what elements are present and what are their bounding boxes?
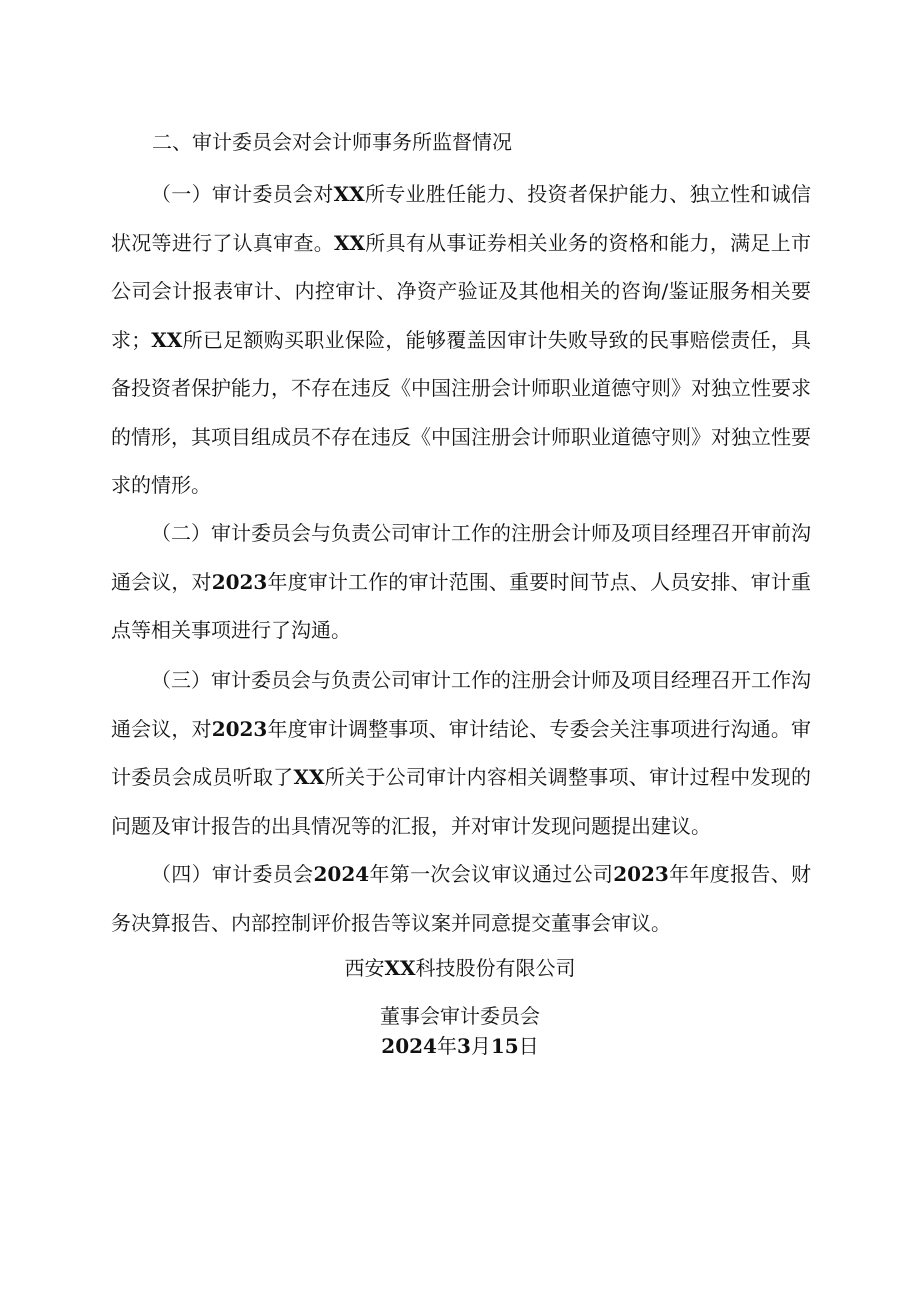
paragraph-1: （一）审计委员会对XX所专业胜任能力、投资者保护能力、独立性和诚信状况等进行了认真审查。XX所具有从事证券相关业务的资格和能力，满足上市公司会计报表审计、内控审计、净资产验证及其他相关的咨询/鉴证服务相关要求；XX所已足额购买职业保险，能够覆盖因审计失败导致的民事赔偿责任，具备投资者保护能力，不存在违反《中国注册会计师职业道德守则》对独立性要求的情形，其项目组成员不存在违反《中国注册会计师职业道德守则》对独立性要求的情形。 bbox=[111, 182, 812, 497]
paragraph-4: （四）审计委员会2024年第一次会议审议通过公司2023年年度报告、财务决算报告、内部控制评价报告等议案并同意提交董事会审议。 bbox=[111, 862, 812, 935]
section-heading: 二、审计委员会对会计师事务所监督情况 bbox=[152, 130, 512, 154]
signature-date: 2024年3月15日 bbox=[381, 1034, 539, 1058]
signature-committee: 董事会审计委员会 bbox=[380, 1004, 540, 1028]
signature-company: 西安XX科技股份有限公司 bbox=[344, 956, 576, 980]
paragraph-2: （二）审计委员会与负责公司审计工作的注册会计师及项目经理召开审前沟通会议，对2023年度审计工作的审计范围、重要时间节点、人员安排、审计重点等相关事项进行了沟通。 bbox=[111, 521, 812, 642]
paragraph-3: （三）审计委员会与负责公司审计工作的注册会计师及项目经理召开工作沟通会议，对2023年度审计调整事项、审计结论、专委会关注事项进行沟通。审计委员会成员听取了XX所关于公司审计内容相关调整事项、审计过程中发现的问题及审计报告的出具情况等的汇报，并对审计发现问题提出建议。 bbox=[111, 668, 812, 838]
